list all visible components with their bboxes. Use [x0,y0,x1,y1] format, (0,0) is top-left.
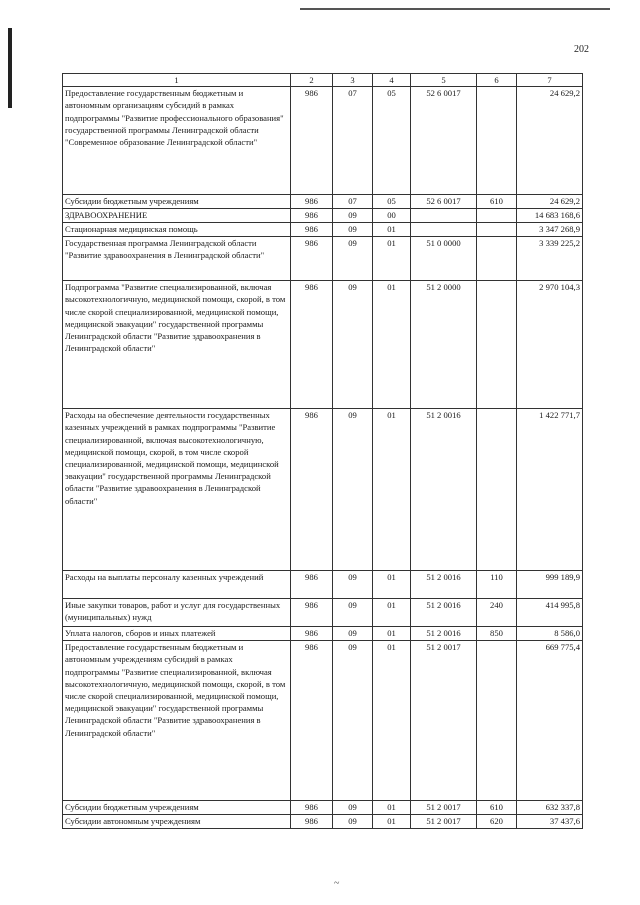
header-cell: 3 [333,74,373,87]
department-code: 986 [291,87,333,195]
expense-type-code: 850 [477,627,517,641]
target-article-code: 51 0 0000 [411,237,477,281]
expense-type-code [477,409,517,571]
table-row [63,223,583,237]
subsection-code: 01 [373,237,411,281]
section-code: 09 [333,801,373,815]
table-row [63,195,583,209]
header-cell: 5 [411,74,477,87]
target-article-code: 51 2 0016 [411,599,477,627]
expense-type-code: 240 [477,599,517,627]
target-article-code: 51 2 0016 [411,409,477,571]
section-code: 09 [333,223,373,237]
target-article-code: 51 2 0017 [411,641,477,801]
department-code: 986 [291,237,333,281]
target-article-code: 52 6 0017 [411,195,477,209]
header-cell: 7 [517,74,583,87]
item-name: Субсидии автономным учреждениям [63,815,291,829]
table-row [63,87,583,195]
header-row [63,74,583,87]
item-name: Расходы на выплаты персоналу казенных учреждений [63,571,291,599]
target-article-code: 51 2 0016 [411,627,477,641]
table-row [63,237,583,281]
subsection-code: 01 [373,801,411,815]
item-name: Подпрограмма "Развитие специализированной, включая высокотехнологичную, медицинской помощи, скорой, в том числе скорой специализированной, медицинской помощи, медицинской эвакуации" государственной программы Ленинградской области "Развитие здравоохранения в Ленинградской области" [63,281,291,409]
department-code: 986 [291,223,333,237]
subsection-code: 01 [373,641,411,801]
item-name: Стационарная медицинская помощь [63,223,291,237]
amount: 1 422 771,7 [517,409,583,571]
department-code: 986 [291,641,333,801]
expense-type-code [477,87,517,195]
table-row [63,571,583,599]
department-code: 986 [291,571,333,599]
amount: 24 629,2 [517,195,583,209]
expense-type-code [477,281,517,409]
target-article-code: 51 2 0017 [411,815,477,829]
table-row [63,409,583,571]
expense-type-code: 620 [477,815,517,829]
subsection-code: 00 [373,209,411,223]
department-code: 986 [291,209,333,223]
amount: 414 995,8 [517,599,583,627]
item-name: Иные закупки товаров, работ и услуг для государственных (муниципальных) нужд [63,599,291,627]
item-name: Уплата налогов, сборов и иных платежей [63,627,291,641]
expense-type-code [477,223,517,237]
expense-type-code: 610 [477,195,517,209]
section-code: 09 [333,815,373,829]
section-code: 09 [333,599,373,627]
subsection-code: 01 [373,571,411,599]
department-code: 986 [291,281,333,409]
table-row [63,627,583,641]
section-code: 09 [333,209,373,223]
item-name: Предоставление государственным бюджетным и автономным учреждениям субсидий в рамках подпрограммы "Развитие специализированной, включая высокотехнологичную, медицинской помощи, скорой, в том числе скорой специализированной, медицинской помощи, медицинской эвакуации" государственной программы Ленинградской области "Развитие здравоохранения в Ленинградской области" [63,641,291,801]
amount: 3 347 268,9 [517,223,583,237]
table-row [63,281,583,409]
subsection-code: 01 [373,223,411,237]
department-code: 986 [291,599,333,627]
expense-type-code [477,237,517,281]
page-number: 202 [574,44,589,55]
header-cell: 6 [477,74,517,87]
target-article-code: 51 2 0000 [411,281,477,409]
item-name: Субсидии бюджетным учреждениям [63,801,291,815]
item-name: Государственная программа Ленинградской области "Развитие здравоохранения в Ленинградской области" [63,237,291,281]
department-code: 986 [291,627,333,641]
subsection-code: 01 [373,627,411,641]
amount: 3 339 225,2 [517,237,583,281]
amount: 14 683 168,6 [517,209,583,223]
target-article-code [411,209,477,223]
item-name: Предоставление государственным бюджетным и автономным организациям субсидий в рамках подпрограммы "Развитие профессионального образования" государственной программы Ленинградской области "Современное образование Ленинградской области" [63,87,291,195]
item-name: Субсидии бюджетным учреждениям [63,195,291,209]
subsection-code: 01 [373,281,411,409]
department-code: 986 [291,815,333,829]
amount: 999 189,9 [517,571,583,599]
section-code: 09 [333,281,373,409]
section-code: 09 [333,237,373,281]
target-article-code [411,223,477,237]
amount: 632 337,8 [517,801,583,815]
top-rule [300,8,610,10]
bottom-scan-mark: ~ [334,878,340,889]
subsection-code: 01 [373,409,411,571]
table-row [63,815,583,829]
expense-type-code [477,641,517,801]
section-code: 07 [333,87,373,195]
target-article-code: 51 2 0016 [411,571,477,599]
section-code: 09 [333,409,373,571]
item-name: Расходы на обеспечение деятельности государственных казенных учреждений в рамках подпрограммы "Развитие специализированной, включая высокотехнологичную, медицинской помощи, скорой, в том числе скорой специализированной, медицинской помощи, медицинской эвакуации" государственной программы Ленинградской области "Развитие здравоохранения в Ленинградской области" [63,409,291,571]
section-code: 09 [333,641,373,801]
header-cell: 1 [63,74,291,87]
item-name: ЗДРАВООХРАНЕНИЕ [63,209,291,223]
amount: 37 437,6 [517,815,583,829]
department-code: 986 [291,801,333,815]
amount: 2 970 104,3 [517,281,583,409]
subsection-code: 05 [373,195,411,209]
department-code: 986 [291,409,333,571]
subsection-code: 01 [373,815,411,829]
subsection-code: 05 [373,87,411,195]
binding-mark [8,28,12,108]
header-cell: 4 [373,74,411,87]
subsection-code: 01 [373,599,411,627]
amount: 669 775,4 [517,641,583,801]
expense-type-code: 110 [477,571,517,599]
table-row [63,599,583,627]
target-article-code: 52 6 0017 [411,87,477,195]
budget-table [62,73,583,829]
table-row [63,641,583,801]
amount: 24 629,2 [517,87,583,195]
table-row [63,209,583,223]
expense-type-code [477,209,517,223]
section-code: 09 [333,627,373,641]
table-row [63,801,583,815]
department-code: 986 [291,195,333,209]
amount: 8 586,0 [517,627,583,641]
target-article-code: 51 2 0017 [411,801,477,815]
section-code: 07 [333,195,373,209]
section-code: 09 [333,571,373,599]
header-cell: 2 [291,74,333,87]
expense-type-code: 610 [477,801,517,815]
